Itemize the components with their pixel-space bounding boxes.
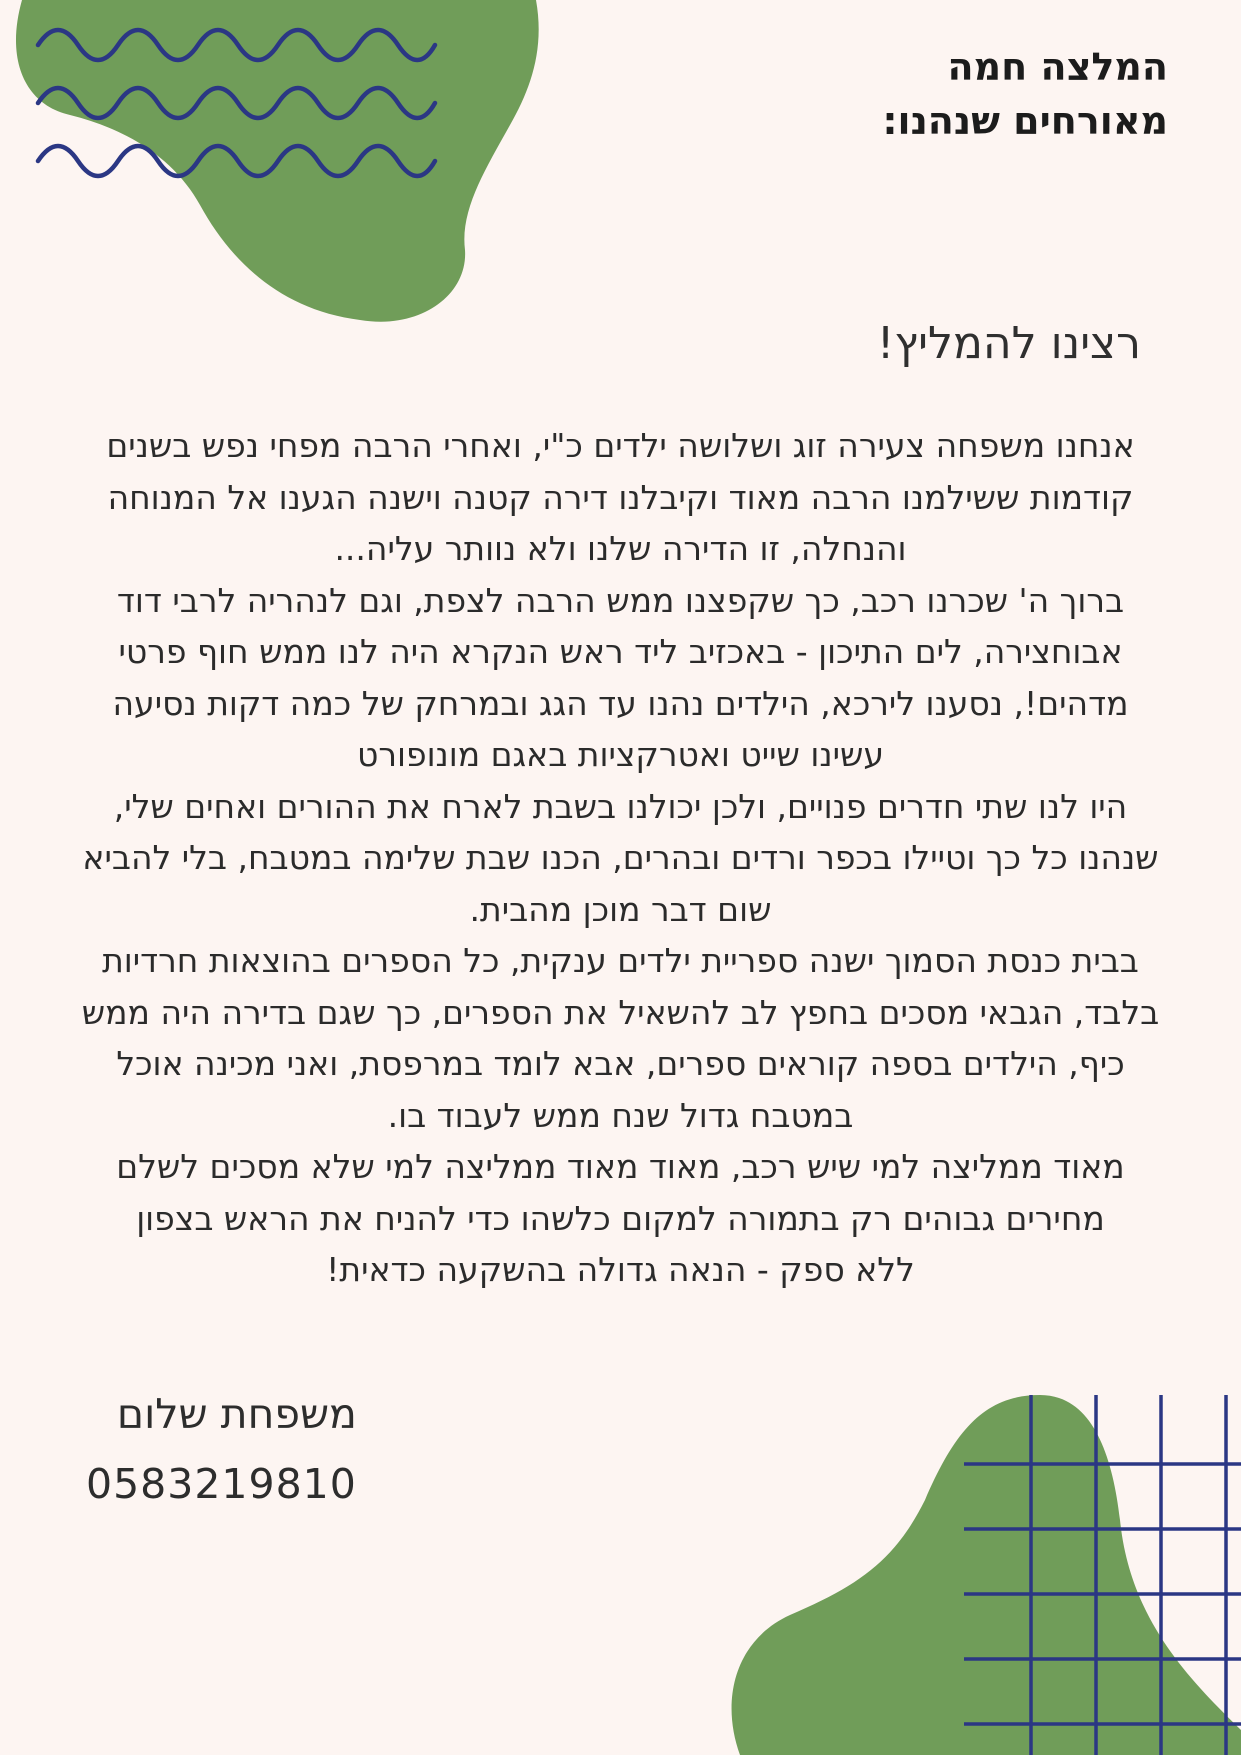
paragraph — [20, 575, 1221, 781]
paragraph — [20, 420, 1221, 575]
text-line: מאוד ממליצה למי שיש רכב, מאוד מאוד ממליצה למי שלא מסכים לשלם — [116, 1147, 1125, 1186]
text-line: אבוחצירה, לים התיכון - באכזיב ליד ראש הנקרא היה לנו ממש חוף פרטי — [118, 632, 1123, 671]
text-line: כיף, הילדים בספה קוראים ספרים, אבא לומד במרפסת, ואני מכינה אוכל — [116, 1044, 1125, 1083]
text-line: שנהנו כל כך וטיילו בכפר ורדים ובהרים, הכנו שבת שלימה במטבח, בלי להביא — [82, 838, 1159, 877]
text-line: בלבד, הגבאי מסכים בחפץ לב להשאיל את הספרים, כך שגם בדירה היה ממש — [81, 992, 1160, 1032]
family-name: משפחת שלום — [116, 1390, 357, 1438]
paragraph — [20, 935, 1221, 1141]
paragraph — [20, 781, 1221, 936]
paragraph — [20, 1141, 1221, 1296]
text-line: קודמות ששילמנו הרבה מאוד וקיבלנו דירה קטנה וישנה הגענו אל המנוחה — [107, 477, 1134, 517]
signature-block — [86, 1390, 357, 1508]
text-line: בבית כנסת הסמוך ישנה ספריית ילדים ענקית, כל הספרים בהוצאות חרדיות — [102, 941, 1139, 980]
text-line: מחירים גבוהים רק בתמורה למקום כלשהו כדי להניח את הראש בצפון — [136, 1198, 1105, 1238]
text-line: ברוך ה' שכרנו רכב, כך שקפצנו ממש הרבה לצפת, וגם לנהריה לרבי דוד — [116, 580, 1125, 620]
recommendation-heading — [882, 40, 1168, 148]
text-line: מדהים!, נסענו לירכא, הילדים נהנו עד הגג ובמרחק של כמה דקות נסיעה — [112, 683, 1129, 723]
heading-line-2: מאורחים שנהנו: — [882, 99, 1168, 143]
heading-line-1: המלצה חמה — [947, 45, 1168, 89]
green-blob-grid-decoration — [720, 1390, 1241, 1755]
testimonial-body — [20, 420, 1221, 1296]
text-line: עשינו שייט ואטרקציות באגם מונופורט — [356, 735, 885, 774]
phone-number: 0583219810 — [86, 1460, 357, 1508]
subtitle: רצינו להמליץ! — [876, 318, 1141, 369]
green-blob-wave-decoration — [0, 0, 560, 330]
text-line: ללא ספק - הנאה גדולה בהשקעה כדאית! — [326, 1250, 915, 1289]
text-line: שום דבר מוכן מהבית. — [469, 889, 772, 929]
text-line: אנחנו משפחה צעירה זוג ושלושה ילדים כ"י, ואחרי הרבה מפחי נפש בשנים — [106, 426, 1135, 465]
text-line: במטבח גדול שנח ממש לעבוד בו. — [387, 1095, 854, 1135]
green-blob-bottom — [732, 1395, 1241, 1755]
text-line: והנחלה, זו הדירה שלנו ולא נוותר עליה... — [334, 529, 907, 568]
text-line: היו לנו שתי חדרים פנויים, ולכן יכולנו בשבת לארח את ההורים ואחים שלי, — [113, 786, 1128, 826]
